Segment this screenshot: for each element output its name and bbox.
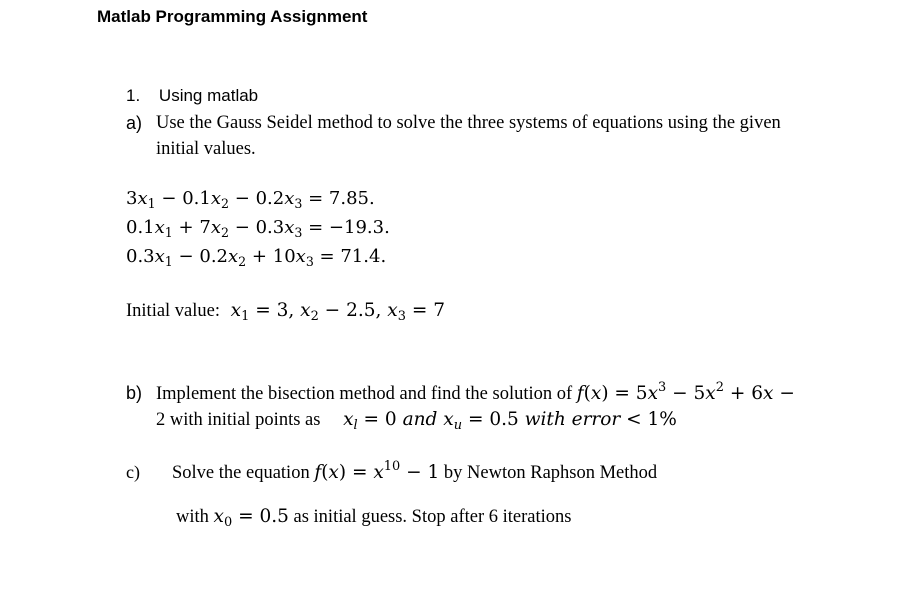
initial-guess: $x_0 = 0.5$ xyxy=(213,506,289,530)
part-c-text-1b: by Newton Raphson Method xyxy=(443,463,658,483)
eq1-op-2: − xyxy=(234,188,250,209)
eq3-op-2: + xyxy=(251,246,268,267)
eq3-coef-1: 0.3 xyxy=(126,246,155,267)
x3-initial: 7 xyxy=(433,300,445,321)
eq2-coef-3: 0.3 xyxy=(255,217,285,238)
question-text: Using matlab xyxy=(158,86,259,105)
eq1-coef-2: 0.1 xyxy=(182,188,211,209)
eq3-rhs: 71.4. xyxy=(340,246,387,267)
eq2-rhs: −19.3. xyxy=(328,217,390,238)
part-b-line-1 xyxy=(156,380,795,405)
part-b-label: b) xyxy=(126,383,143,403)
eq1-rhs: 7.85. xyxy=(328,188,375,209)
part-c-text-2a: with xyxy=(176,507,209,527)
eq3-coef-3: 10 xyxy=(272,246,296,267)
part-c-line-1 xyxy=(172,459,658,484)
part-c-text-1: Solve the equation xyxy=(172,463,310,483)
eq1-coef-3: 0.2 xyxy=(255,188,285,209)
eq2-coef-2: 7 xyxy=(199,217,211,238)
bisection-function: $f(x) = 5x^3 - 5x^2 + 6x$ − xyxy=(576,380,795,404)
equation-1: $3x_1 - 0.1x_2 - 0.2x_3 = 7.85$. xyxy=(126,188,375,211)
page-title: Matlab Programming Assignment xyxy=(97,7,368,26)
part-a-line-1: Use the Gauss Seidel method to solve the three systems of equations using the given xyxy=(156,113,781,133)
x2-initial: 2.5, xyxy=(346,300,382,321)
eq2-coef-1: 0.1 xyxy=(126,217,155,238)
part-b-text-2: 2 with initial points as xyxy=(156,410,321,430)
error-value: 1% xyxy=(647,409,677,430)
part-b-line-2 xyxy=(156,409,677,431)
part-c-text-2b: as initial guess. Stop after 6 iterations xyxy=(293,507,572,527)
xl-value: 0 xyxy=(384,409,397,430)
newton-function: $f(x) = x^{10} - 1$ xyxy=(314,459,440,483)
initial-value-label: Initial value: xyxy=(126,301,221,321)
bisection-conditions: $x_l = 0$ and $x_u = 0.5$ with error < 1% xyxy=(343,409,677,433)
eq2-op-2: − xyxy=(234,217,250,238)
equation-2: $0.1x_1 + 7x_2 - 0.3x_3 = -19.3$. xyxy=(126,217,390,240)
eq3-coef-2: 0.2 xyxy=(199,246,229,267)
part-c-line-2 xyxy=(176,506,571,528)
eq2-op-1: + xyxy=(178,217,194,238)
part-b-text-1: Implement the bisection method and find the solution of xyxy=(156,384,573,404)
part-c-label: c) xyxy=(126,462,140,482)
x0-value: 0.5 xyxy=(259,506,289,527)
eq3-op-1: − xyxy=(178,246,194,267)
part-a-line-2: initial values. xyxy=(156,139,256,159)
xu-value: 0.5 xyxy=(489,409,519,430)
x1-initial: 3, xyxy=(276,300,295,321)
eq1-coef-1: 3 xyxy=(126,188,138,209)
question-1 xyxy=(126,86,258,106)
equation-3: $0.3x_1 - 0.2x_2 + 10x_3 = 71.4$. xyxy=(126,246,387,269)
part-a-label: a) xyxy=(126,113,143,133)
question-number: 1. xyxy=(126,86,141,105)
eq1-op-1: − xyxy=(161,188,177,209)
and-text: and xyxy=(402,409,438,430)
with-error-text: with error xyxy=(524,409,621,430)
initial-values: Initial value: $x_1 = 3$, $x_2 - 2.5$, $x_3 = 7$ xyxy=(126,300,445,324)
